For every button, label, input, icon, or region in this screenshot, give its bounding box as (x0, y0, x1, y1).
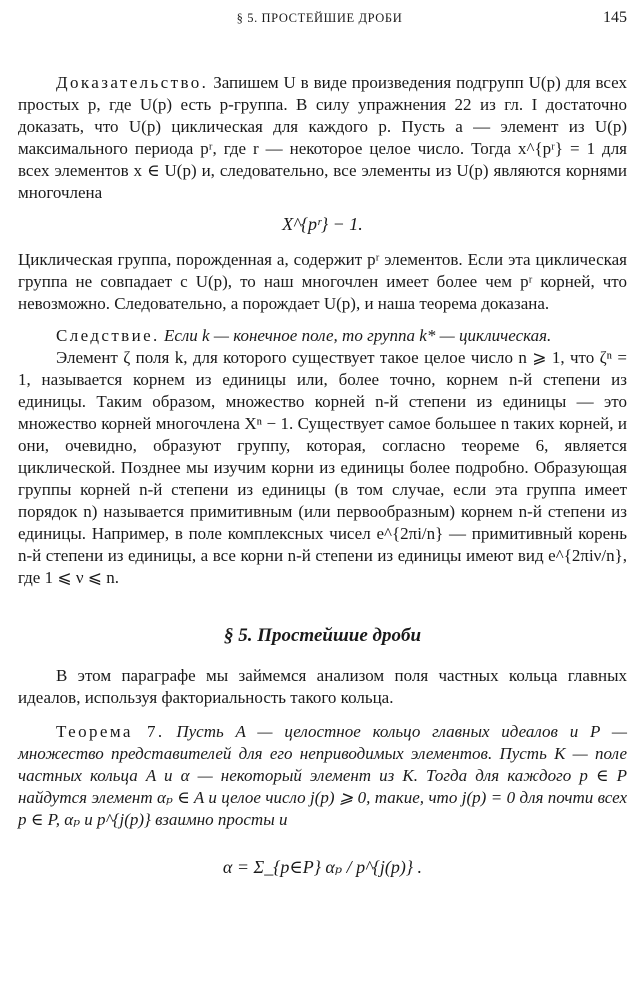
formula-partial-fractions: α = Σ_{p∈P} αₚ / p^{j(p)} . (222, 857, 423, 877)
running-header (0, 8, 639, 32)
proof-text: Запишем U в виде произведения подгрупп U(p) для всех простых p, где U(p) есть p-группа. В силу упражнения 22 из гл. I достаточно доказать, что U(p) циклическая для каждого p. Пусть a — элемент из U(p) максимального периода pʳ, где r — некоторое целое число. Тогда x^{pʳ} = 1 для всех элементов x ∈ U(p) и, следовательно, все элементы из U(p) являются корнями многочлена (18, 73, 627, 202)
section-heading: § 5. Простейшие дроби (223, 625, 422, 646)
running-header-title: § 5. ПРОСТЕЙШИЕ ДРОБИ (236, 11, 403, 25)
corollary-text: Если k — конечное поле, то группа k* — циклическая. (163, 326, 552, 345)
roots-of-unity-paragraph: Элемент ζ поля k, для которого существует такое целое число n ⩾ 1, что ζⁿ = 1, называется корнем из единицы или, более точно, корнем n-й степени из единицы. Таким образом, множество корней n-й степени из единицы — это множество корней многочлена Xⁿ − 1. Существует самое большее n таких корней, и они, очевидно, образуют группу, которая, согласно теореме 6, является циклической. Позднее мы изучим корни из единицы более подробно. Образующая группы корней n-й степени из единицы (в том случае, если эта группа имеет порядок n) называется примитивным (или первообразным) корнем n-й степени из единицы. Например, в поле комплексных чисел e^{2πi/n} — примитивный корень n-й степени из единицы, а все корни n-й степени из единицы имеют вид e^{2πiν/n}, где 1 ⩽ ν ⩽ n. (18, 348, 627, 587)
proof-conclusion: Циклическая группа, порожденная a, содержит pʳ элементов. Если эта циклическая группа не совпадает с U(p), то наш многочлен имеет более чем pʳ корней, что невозможно. Следовательно, a порождает U(p), и наша теорема доказана. (18, 250, 627, 313)
corollary-paragraph (18, 325, 627, 347)
page-body (18, 72, 627, 878)
proof-paragraph (18, 72, 627, 204)
formula-polynomial: X^{pʳ} − 1. (282, 214, 363, 234)
page-number: 145 (603, 9, 627, 26)
section-intro-paragraph: В этом параграфе мы займемся анализом поля частных кольца главных идеалов, используя факториальность такого кольца. (18, 666, 627, 707)
theorem-text: Пусть A — целостное кольцо главных идеалов и P — множество представителей для его неприводимых элементов. Пусть K — поле частных кольца A и α — некоторый элемент из K. Тогда для каждого p ∈ P найдутся элемент αₚ ∈ A и целое число j(p) ⩾ 0, такие, что j(p) = 0 для почти всех p ∈ P, αₚ и p^{j(p)} взаимно просты и (18, 722, 628, 829)
theorem-paragraph (18, 721, 627, 831)
proof-label: Доказательство. (56, 73, 209, 92)
theorem-label: Теорема 7. (56, 722, 165, 741)
corollary-label: Следствие. (56, 326, 160, 345)
